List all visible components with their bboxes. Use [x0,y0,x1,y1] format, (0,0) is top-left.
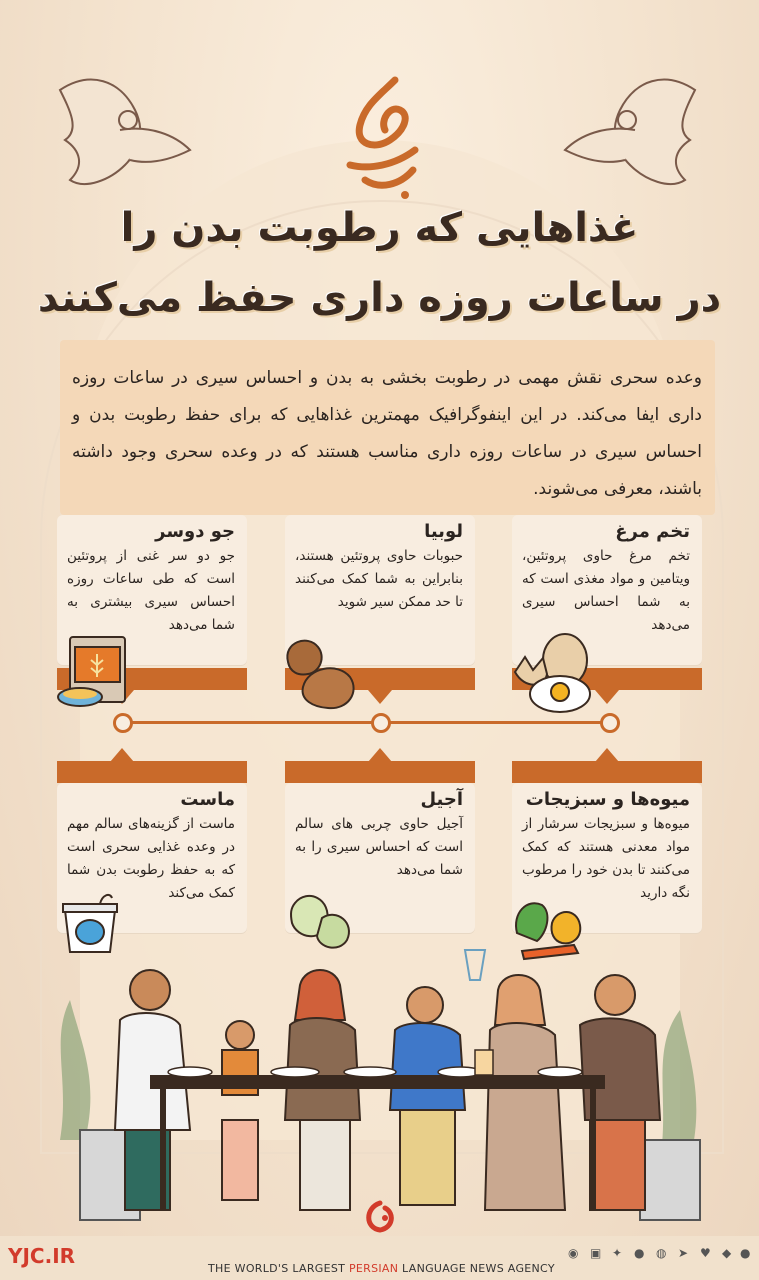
ramadan-calligraphy-logo [335,70,430,205]
egg-icon [505,632,595,717]
food-title: لوبیا [424,521,463,542]
connector-bar [57,761,247,783]
rss-icon[interactable]: ◉ [568,1246,579,1260]
connector-arrow [368,690,392,704]
timeline-line [120,721,615,724]
connector-arrow [110,748,134,762]
twitter-icon[interactable]: ✦ [612,1246,623,1260]
timeline-dot [113,713,133,733]
oats-icon [55,632,135,712]
food-title: آجیل [420,789,463,810]
angel-right-illustration [555,70,705,200]
connector-arrow [595,690,619,704]
food-description: حبوبات حاوی پروتئین هستند، بنابراین به شما کمک می‌کنند تا حد ممکن سیر شوید [295,548,463,610]
android-icon[interactable]: ◆ [722,1246,732,1260]
connector-arrow [368,748,392,762]
page-title-line2: در ساعات روزه داری حفظ می‌کنند [37,275,722,321]
instagram-icon[interactable]: ▣ [590,1246,602,1260]
connector-bar [285,761,475,783]
food-description: ماست از گزینه‌های سالم مهم در وعده غذایی سحری است که به حفظ رطوبت بدن شما کمک می‌کند [67,816,235,901]
eitaa-icon[interactable]: ♥ [700,1246,711,1260]
tagline-accent: PERSIAN [348,1262,399,1275]
food-description: میوه‌ها و سبزیجات سرشار از مواد معدنی هستند که کمک می‌کنند تا بدن خود را مرطوب نگه دارید [522,816,690,901]
intro-text: وعده سحری نقش مهمی در رطوبت بخشی به بدن و احساس سیری در ساعات روزه داری ایفا می‌کند. در این اینفوگرافیک مهمترین غذاهایی که برای حفظ رطوبت بدن و احساس سیری در ساعات روزه داری مناسب هستند که در وعده سحری وجود داشته باشند، معرفی می‌شوند. [72,368,702,499]
food-description: جو دو سر غنی از پروتئین است که طی ساعات روزه احساس سیری بیشتری به شما می‌دهد [67,548,235,633]
tagline-suffix: LANGUAGE NEWS AGENCY [398,1262,555,1275]
connector-arrow [595,748,619,762]
telegram-icon[interactable]: ➤ [678,1246,689,1260]
food-title: جو دوسر [155,521,235,542]
food-title: ماست [180,789,235,810]
site-name[interactable]: YJC.IR [8,1244,76,1268]
beans-icon [278,632,363,712]
food-description: آجیل حاوی چربی های سالم است که احساس سیری را به شما می‌دهد [295,816,463,878]
timeline-dot [371,713,391,733]
agency-tagline [208,1262,555,1275]
apple-icon[interactable]: ● [740,1246,751,1260]
tagline-prefix: THE WORLD'S LARGEST [208,1262,349,1275]
aparat-icon[interactable]: ● [634,1246,645,1260]
food-title: تخم مرغ [615,521,690,542]
bale-icon[interactable]: ◍ [656,1246,667,1260]
page-title-line1: غذاهایی که رطوبت بدن را [120,205,639,251]
food-title: میوه‌ها و سبزیجات [525,789,690,810]
agency-emblem-icon [355,1198,405,1238]
food-description: تخم مرغ حاوی پروتئین، ویتامین و مواد مغذی است که به شما احساس سیری می‌دهد [522,548,690,633]
family-dinner-illustration [40,940,720,1240]
angel-left-illustration [50,70,200,200]
connector-bar [512,761,702,783]
timeline-dot [600,713,620,733]
